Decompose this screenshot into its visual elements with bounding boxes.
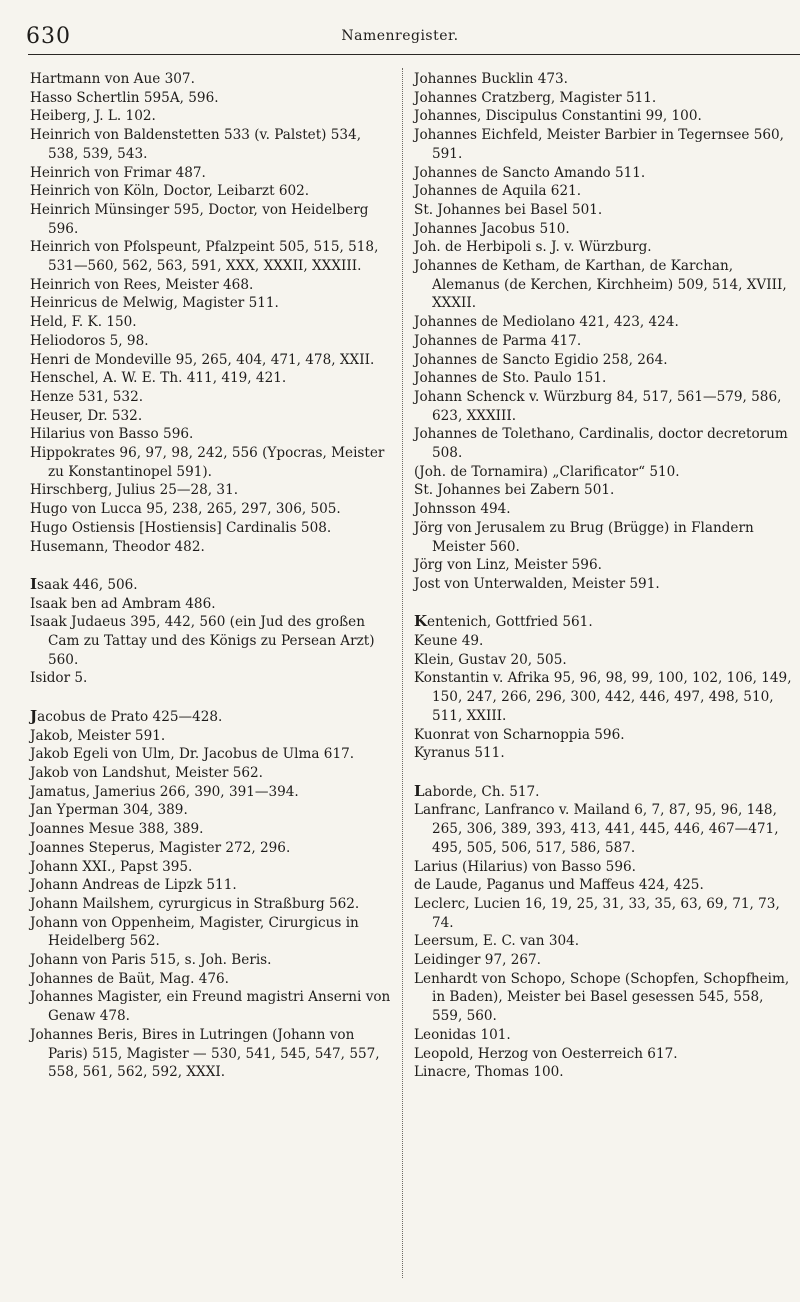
index-entry: Hippokrates 96, 97, 98, 242, 556 (Ypocras, Meister zu Konstantinopel 591). [30,445,385,480]
index-entry: Jakob Egeli von Ulm, Dr. Jacobus de Ulma 617. [30,746,355,763]
section-initial: I [30,574,38,593]
index-entry: Heliodoros 5, 98. [30,332,149,349]
index-entry-text: aborde, Ch. 517. [424,783,540,800]
index-entry: Johnsson 494. [414,501,511,518]
index-entry-text: entenich, Gottfried 561. [427,614,593,631]
index-entry: Jamatus, Jamerius 266, 390, 391—394. [30,783,299,800]
index-entry: St. Johannes bei Basel 501. [414,201,603,218]
index-entry: Jörg von Linz, Meister 596. [414,557,602,574]
index-entry: Kyranus 511. [414,745,505,762]
index-entry: Husemann, Theodor 482. [30,538,205,555]
index-entry: Isidor 5. [30,670,88,687]
index-entry: Johannes Magister, ein Freund magistri Anserni von Genaw 478. [30,989,391,1025]
index-entry: Johannes Cratzberg, Magister 511. [414,89,657,106]
index-entry: Jakob von Landshut, Meister 562. [30,764,263,781]
index-entry: Johann von Oppenheim, Magister, Cirurgicus in Heidelberg 562. [30,914,359,950]
index-entry: Jan Yperman 304, 389. [30,802,188,819]
left-column [30,70,392,1082]
index-entry: Joannes Steperus, Magister 272, 296. [30,839,291,856]
index-entry: Joannes Mesue 388, 389. [30,821,204,838]
index-entry: Leidinger 97, 267. [414,952,541,969]
index-entry: Heinricus de Melwig, Magister 511. [30,295,279,312]
page-number: 630 [26,24,71,49]
index-entry: Klein, Gustav 20, 505. [414,651,567,668]
index-entry: Isaak ben ad Ambram 486. [30,595,216,612]
index-entry: Johannes Bucklin 473. [414,71,568,87]
right-column [414,70,796,1082]
index-entry: Henschel, A. W. E. Th. 411, 419, 421. [30,370,287,387]
index-entry: Johannes de Parma 417. [414,332,582,349]
index-entry: Johannes de Mediolano 421, 423, 424. [414,314,679,331]
index-entry: Jörg von Jerusalem zu Brug (Brügge) in Flandern Meister 560. [414,519,754,555]
index-entry: Heuser, Dr. 532. [30,407,143,424]
index-entry: Johannes Eichfeld, Meister Barbier in Tegernsee 560, 591. [414,127,785,162]
index-entry: Johannes de Sancto Amando 511. [414,164,646,181]
index-entry: Johannes de Aquila 621. [414,183,582,200]
section-initial: J [30,706,38,725]
index-entry [30,575,392,595]
index-entry: Heinrich von Köln, Doctor, Leibarzt 602. [30,183,310,200]
index-entry: (Joh. de Tornamira) „Clarificator“ 510. [414,463,680,480]
index-entry-text: acobus de Prato 425—428. [37,708,223,725]
index-entry: de Laude, Paganus und Maffeus 424, 425. [414,877,704,894]
index-entry: Johannes de Sancto Egidio 258, 264. [414,351,668,368]
index-entry: Heinrich von Frimar 487. [30,164,206,181]
index-entry: Leopold, Herzog von Oesterreich 617. [414,1045,678,1062]
index-entry: Jakob, Meister 591. [30,727,166,744]
index-entry: Hartmann von Aue 307. [30,71,195,87]
index-entry: Johann XXI., Papst 395. [30,858,193,875]
index-entry: Hirschberg, Julius 25—28, 31. [30,482,239,499]
index-entry: Kuonrat von Scharnoppia 596. [414,726,625,743]
index-entry: Hugo von Lucca 95, 238, 265, 297, 306, 505. [30,501,341,518]
index-entry: Lenhardt von Schopo, Schope (Schopfen, Schopfheim, in Baden), Meister bei Basel gesessen 545, 558, 559, 560. [414,970,790,1025]
index-entry: Leersum, E. C. van 304. [414,933,580,950]
index-entry: Heinrich Münsinger 595, Doctor, von Heidelberg 596. [30,201,369,237]
index-entry: Johannes de Ketham, de Karthan, de Karchan, Alemanus (de Kerchen, Kirchheim) 509, 514, XVIII, XXXII. [414,258,787,312]
index-entry [30,707,392,727]
index-entry: Johann Mailshem, cyrurgicus in Straßburg 562. [30,895,360,912]
index-entry: Johannes Beris, Bires in Lutringen (Johann von Paris) 515, Magister — 530, 541, 545, 547, 557, 558, 561, 562, 592, XXXI. [30,1026,380,1081]
index-entry: Isaak Judaeus 395, 442, 560 (ein Jud des großen Cam zu Tattay und des Königs zu Persean Arzt) 560. [30,614,375,668]
section-initial: L [414,781,425,800]
index-entry: Hilarius von Basso 596. [30,426,194,443]
index-entry: Larius (Hilarius) von Basso 596. [414,858,636,875]
index-entry: Heinrich von Baldenstetten 533 (v. Palstet) 534, 538, 539, 543. [30,127,362,162]
index-entry: Jost von Unterwalden, Meister 591. [414,575,660,592]
index-entry: Henze 531, 532. [30,388,144,405]
index-entry [414,782,796,802]
index-entry: Heiberg, J. L. 102. [30,108,156,125]
running-head: Namenregister. [341,28,459,44]
index-entry: St. Johannes bei Zabern 501. [414,482,615,499]
index-entry: Johannes, Discipulus Constantini 99, 100. [414,108,702,125]
index-entry: Lanfranc, Lanfranco v. Mailand 6, 7, 87, 95, 96, 148, 265, 306, 389, 393, 413, 441, 445, 446, 467—471, 495, 505, 506, 517, 586, 587. [414,802,779,856]
index-entry: Leonidas 101. [414,1026,511,1043]
index-entry: Linacre, Thomas 100. [414,1064,564,1081]
index-entry: Hasso Schertlin 595A, 596. [30,89,219,106]
column-divider [402,68,403,1278]
index-entry: Johannes de Tolethano, Cardinalis, doctor decretorum 508. [414,426,788,462]
index-entry: Konstantin v. Afrika 95, 96, 98, 99, 100, 102, 106, 149, 150, 247, 266, 296, 300, 442, 446, 497, 498, 510, 511, XXIII. [414,670,792,724]
section-initial: K [414,612,428,631]
index-entry: Hugo Ostiensis [Hostiensis] Cardinalis 508. [30,519,332,536]
page-header [0,0,800,60]
index-entry: Held, F. K. 150. [30,314,137,331]
index-entry: Johannes de Baüt, Mag. 476. [30,970,230,987]
index-entry: Johann von Paris 515, s. Joh. Beris. [30,952,272,969]
header-rule [28,54,800,55]
index-entry: Keune 49. [414,633,484,650]
index-entry: Johann Andreas de Lipzk 511. [30,877,237,894]
index-entry: Joh. de Herbipoli s. J. v. Würzburg. [414,239,652,256]
index-entry-text: saak 446, 506. [37,576,138,593]
index-entry: Leclerc, Lucien 16, 19, 25, 31, 33, 35, 63, 69, 71, 73, 74. [414,895,780,931]
index-entry: Johannes Jacobus 510. [414,220,570,237]
index-entry: Henri de Mondeville 95, 265, 404, 471, 478, XXII. [30,351,375,368]
index-entry: Johannes de Sto. Paulo 151. [414,370,607,387]
index-entry: Johann Schenck v. Würzburg 84, 517, 561—579, 586, 623, XXXIII. [414,388,782,424]
index-entry: Heinrich von Rees, Meister 468. [30,276,254,293]
index-entry [414,612,796,632]
index-entry: Heinrich von Pfolspeunt, Pfalzpeint 505, 515, 518, 531—560, 562, 563, 591, XXX, XXXII, XXXIII. [30,239,379,275]
